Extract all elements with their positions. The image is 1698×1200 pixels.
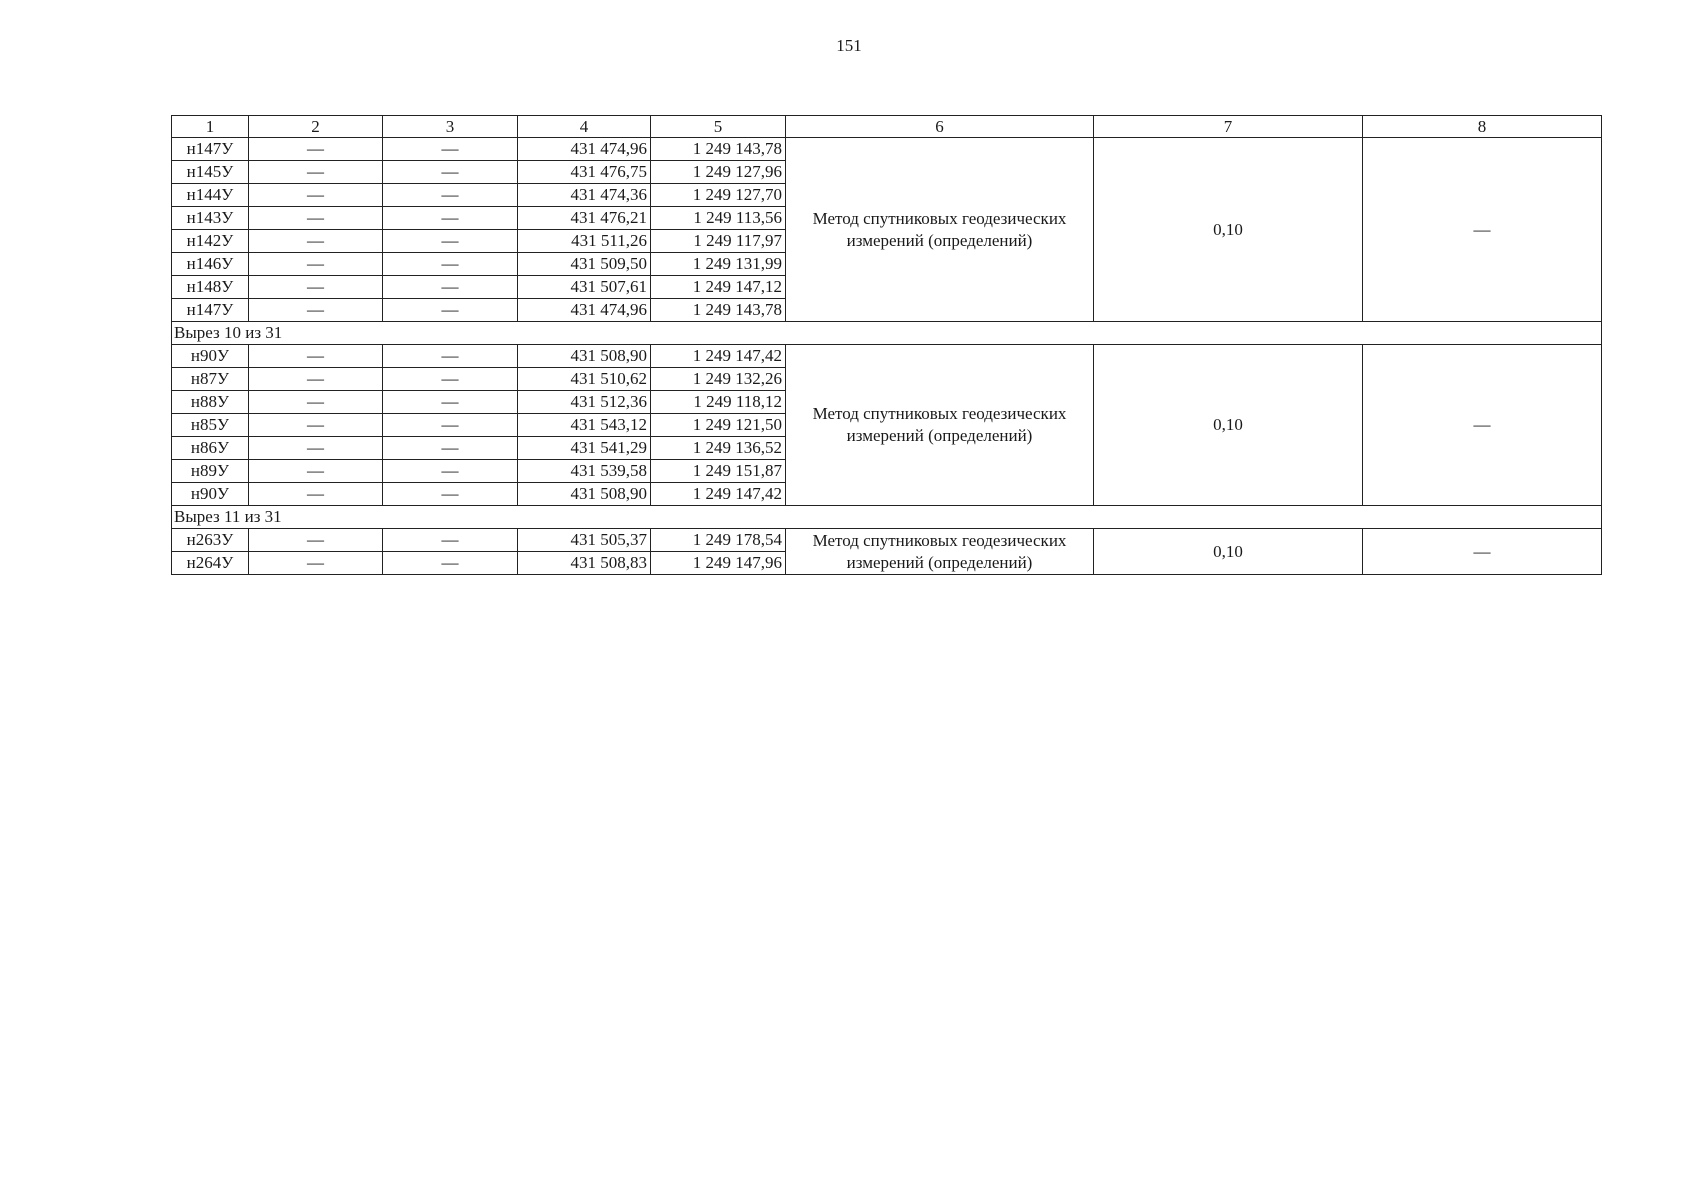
column-3-cell: — [383, 184, 518, 207]
point-name-cell: н142У [172, 230, 249, 253]
column-3-cell: — [383, 529, 518, 552]
accuracy-cell: 0,10 [1094, 345, 1363, 506]
header-cell: 4 [518, 116, 651, 138]
column-8-cell: — [1363, 345, 1602, 506]
y-coordinate-cell: 1 249 147,42 [651, 345, 786, 368]
point-name-cell: н90У [172, 345, 249, 368]
column-2-cell: — [249, 368, 383, 391]
table-row [172, 345, 1602, 368]
x-coordinate-cell: 431 543,12 [518, 414, 651, 437]
column-3-cell: — [383, 391, 518, 414]
column-2-cell: — [249, 138, 383, 161]
method-cell: Метод спутниковых геодезических измерений (определений) [786, 138, 1094, 322]
accuracy-cell: 0,10 [1094, 529, 1363, 575]
y-coordinate-cell: 1 249 147,42 [651, 483, 786, 506]
y-coordinate-cell: 1 249 136,52 [651, 437, 786, 460]
x-coordinate-cell: 431 539,58 [518, 460, 651, 483]
column-2-cell: — [249, 414, 383, 437]
x-coordinate-cell: 431 508,90 [518, 345, 651, 368]
y-coordinate-cell: 1 249 118,12 [651, 391, 786, 414]
x-coordinate-cell: 431 511,26 [518, 230, 651, 253]
y-coordinate-cell: 1 249 147,12 [651, 276, 786, 299]
column-8-cell: — [1363, 138, 1602, 322]
column-2-cell: — [249, 184, 383, 207]
point-name-cell: н89У [172, 460, 249, 483]
x-coordinate-cell: 431 474,96 [518, 299, 651, 322]
column-2-cell: — [249, 299, 383, 322]
column-2-cell: — [249, 460, 383, 483]
table-row [172, 529, 1602, 552]
column-2-cell: — [249, 253, 383, 276]
point-name-cell: н263У [172, 529, 249, 552]
section-row [172, 322, 1602, 345]
x-coordinate-cell: 431 508,90 [518, 483, 651, 506]
column-2-cell: — [249, 161, 383, 184]
column-3-cell: — [383, 161, 518, 184]
column-3-cell: — [383, 207, 518, 230]
point-name-cell: н147У [172, 299, 249, 322]
point-name-cell: н143У [172, 207, 249, 230]
point-name-cell: н87У [172, 368, 249, 391]
y-coordinate-cell: 1 249 127,96 [651, 161, 786, 184]
x-coordinate-cell: 431 541,29 [518, 437, 651, 460]
header-cell: 5 [651, 116, 786, 138]
header-cell: 7 [1094, 116, 1363, 138]
header-cell: 3 [383, 116, 518, 138]
x-coordinate-cell: 431 474,96 [518, 138, 651, 161]
point-name-cell: н147У [172, 138, 249, 161]
x-coordinate-cell: 431 476,21 [518, 207, 651, 230]
column-2-cell: — [249, 345, 383, 368]
column-3-cell: — [383, 345, 518, 368]
y-coordinate-cell: 1 249 131,99 [651, 253, 786, 276]
column-3-cell: — [383, 552, 518, 575]
point-name-cell: н264У [172, 552, 249, 575]
column-3-cell: — [383, 414, 518, 437]
column-2-cell: — [249, 437, 383, 460]
column-3-cell: — [383, 276, 518, 299]
column-3-cell: — [383, 299, 518, 322]
section-label: Вырез 10 из 31 [172, 322, 1602, 345]
header-cell: 6 [786, 116, 1094, 138]
column-8-cell: — [1363, 529, 1602, 575]
column-3-cell: — [383, 230, 518, 253]
y-coordinate-cell: 1 249 178,54 [651, 529, 786, 552]
column-3-cell: — [383, 460, 518, 483]
y-coordinate-cell: 1 249 147,96 [651, 552, 786, 575]
page-number: 151 [836, 36, 862, 55]
column-2-cell: — [249, 552, 383, 575]
column-2-cell: — [249, 230, 383, 253]
method-cell: Метод спутниковых геодезических измерений (определений) [786, 529, 1094, 575]
x-coordinate-cell: 431 476,75 [518, 161, 651, 184]
accuracy-cell: 0,10 [1094, 138, 1363, 322]
x-coordinate-cell: 431 509,50 [518, 253, 651, 276]
y-coordinate-cell: 1 249 121,50 [651, 414, 786, 437]
y-coordinate-cell: 1 249 132,26 [651, 368, 786, 391]
x-coordinate-cell: 431 474,36 [518, 184, 651, 207]
x-coordinate-cell: 431 512,36 [518, 391, 651, 414]
point-name-cell: н144У [172, 184, 249, 207]
y-coordinate-cell: 1 249 143,78 [651, 138, 786, 161]
point-name-cell: н148У [172, 276, 249, 299]
x-coordinate-cell: 431 510,62 [518, 368, 651, 391]
column-2-cell: — [249, 483, 383, 506]
point-name-cell: н146У [172, 253, 249, 276]
point-name-cell: н86У [172, 437, 249, 460]
y-coordinate-cell: 1 249 117,97 [651, 230, 786, 253]
coordinates-table [171, 115, 1602, 575]
column-3-cell: — [383, 483, 518, 506]
column-2-cell: — [249, 529, 383, 552]
header-cell: 8 [1363, 116, 1602, 138]
section-row [172, 506, 1602, 529]
column-2-cell: — [249, 207, 383, 230]
table-row [172, 138, 1602, 161]
point-name-cell: н88У [172, 391, 249, 414]
x-coordinate-cell: 431 505,37 [518, 529, 651, 552]
point-name-cell: н90У [172, 483, 249, 506]
y-coordinate-cell: 1 249 151,87 [651, 460, 786, 483]
header-row [172, 116, 1602, 138]
y-coordinate-cell: 1 249 127,70 [651, 184, 786, 207]
x-coordinate-cell: 431 508,83 [518, 552, 651, 575]
column-2-cell: — [249, 276, 383, 299]
y-coordinate-cell: 1 249 113,56 [651, 207, 786, 230]
column-3-cell: — [383, 437, 518, 460]
section-label: Вырез 11 из 31 [172, 506, 1602, 529]
column-2-cell: — [249, 391, 383, 414]
point-name-cell: н85У [172, 414, 249, 437]
column-3-cell: — [383, 253, 518, 276]
point-name-cell: н145У [172, 161, 249, 184]
column-3-cell: — [383, 368, 518, 391]
y-coordinate-cell: 1 249 143,78 [651, 299, 786, 322]
column-3-cell: — [383, 138, 518, 161]
x-coordinate-cell: 431 507,61 [518, 276, 651, 299]
method-cell: Метод спутниковых геодезических измерений (определений) [786, 345, 1094, 506]
header-cell: 2 [249, 116, 383, 138]
header-cell: 1 [172, 116, 249, 138]
